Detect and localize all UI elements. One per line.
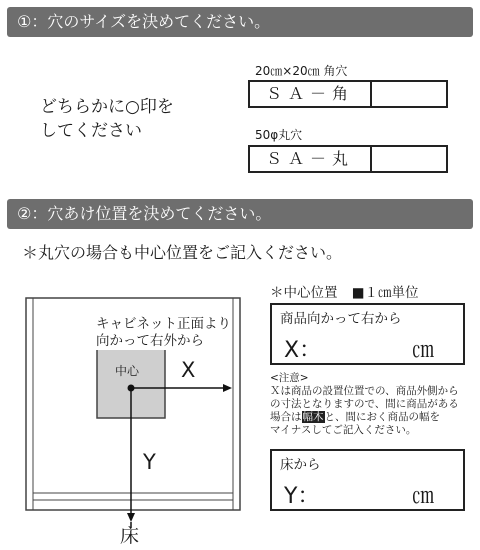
square-hole-code: ＳＡ－角 (250, 82, 372, 106)
x-unit-label: ㎝ (412, 338, 435, 363)
notice-line4: マイナスしてご記入ください。 (270, 424, 417, 436)
round-hole-option[interactable] (248, 145, 448, 173)
section1-title: ①：穴のサイズを決めてください。 (17, 12, 271, 31)
notice-block (270, 372, 475, 437)
baseboard-highlight: 幅木 (302, 411, 324, 423)
x-box-label: 商品向かって右から (280, 311, 402, 327)
square-hole-answer-field[interactable] (372, 82, 446, 106)
notice-title: <注意> (270, 372, 309, 384)
unit-note: ■１㎝単位 (351, 285, 419, 301)
diagram-caption (96, 316, 231, 350)
square-hole-option[interactable] (248, 80, 448, 108)
y-input-box[interactable] (270, 449, 465, 511)
notice-line2: の寸法となりますので、間に商品がある (270, 398, 459, 410)
section2-title: ②：穴あけ位置を決めてください。 (17, 204, 272, 223)
y-var-label: Y： (284, 484, 320, 509)
round-hole-answer-field[interactable] (372, 147, 446, 171)
round-hole-note: ＊丸穴の場合も中心位置をご記入ください。 (22, 243, 343, 262)
square-hole-label: 20㎝×20㎝ 角穴 (255, 64, 348, 78)
section1-header (7, 7, 473, 37)
instruction-line1: どちらかに○印を (40, 97, 174, 117)
notice-line1: Ｘは商品の設置位置での、商品外側から (270, 385, 459, 397)
x-input-box[interactable] (270, 303, 465, 365)
instruction-line2: してください (40, 121, 142, 141)
diagram-caption-line1: キャビネット正面より (96, 316, 231, 332)
center-position-header (270, 281, 419, 301)
center-label: 中心 (115, 364, 140, 378)
round-hole-label: 50φ丸穴 (255, 128, 303, 142)
y-axis-label: Y (143, 450, 156, 474)
y-box-label: 床から (280, 457, 321, 473)
instruction-text (40, 95, 174, 143)
x-axis-label: X (181, 358, 196, 382)
notice-line3: 場合は幅木と、間におく商品の幅を (270, 411, 440, 423)
section2-header (7, 199, 473, 229)
floor-label: 床 (120, 525, 140, 547)
y-unit-label: ㎝ (412, 484, 435, 509)
diagram-caption-line2: 向かって右外から (96, 333, 204, 349)
round-hole-code: ＳＡ－丸 (250, 147, 372, 171)
x-var-label: X： (284, 338, 322, 363)
center-position-title: ＊中心位置 (270, 285, 338, 301)
